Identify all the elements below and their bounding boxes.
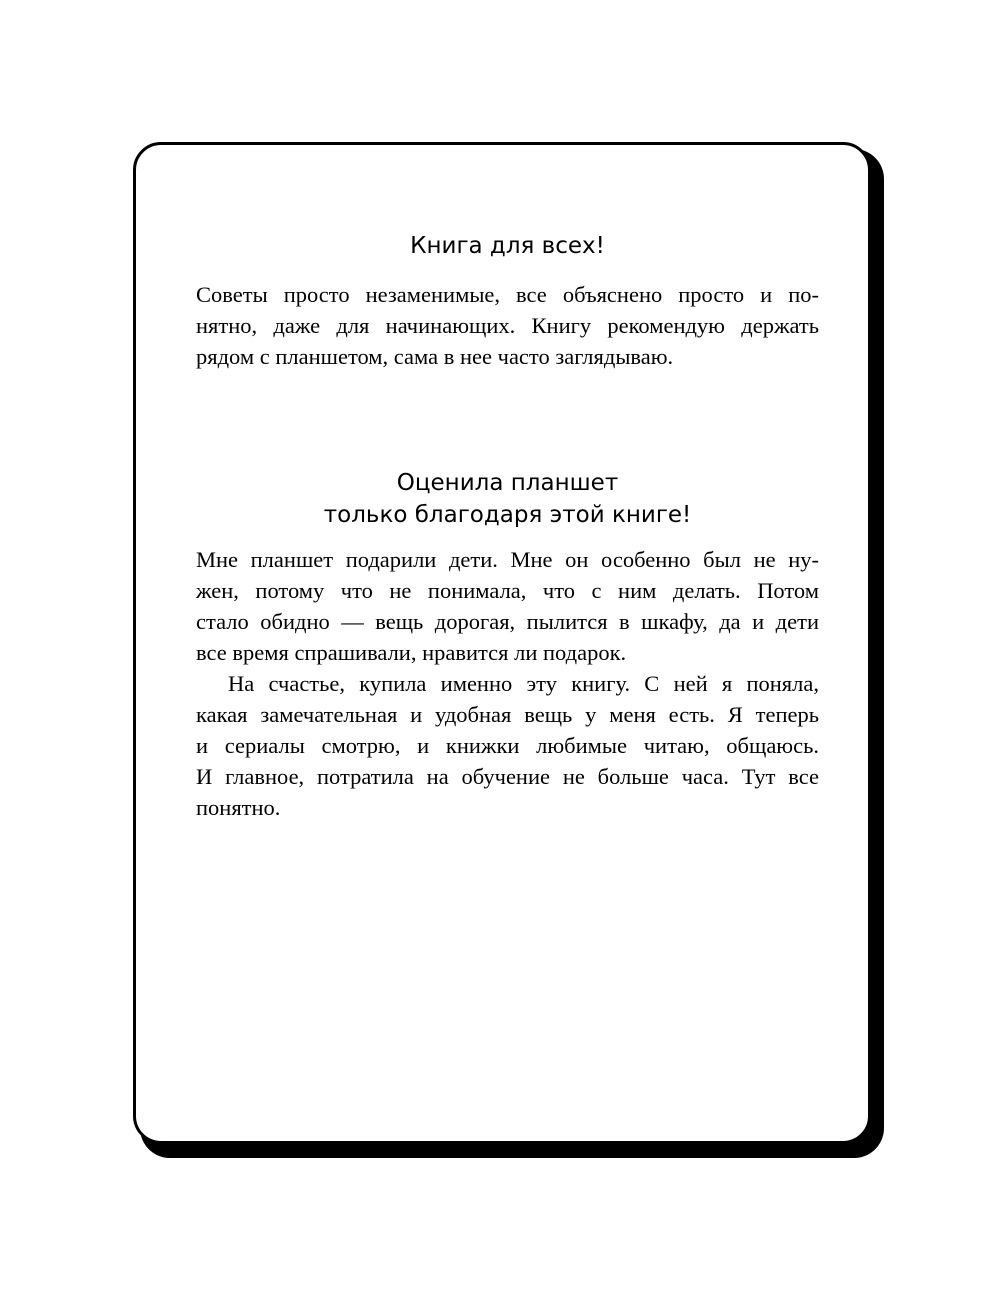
review-2-line: понятно. (196, 795, 281, 820)
review-2-body (196, 544, 819, 823)
review-2-line: стало обидно — вещь дорогая, пылится в шкафу, да и дети (196, 609, 819, 634)
review-2-line: какая замечательная и удобная вещь у меня есть. Я теперь (196, 702, 819, 727)
review-2-line: жен, потому что не понимала, что с ним делать. Потом (196, 578, 819, 603)
review-2-line: На счастье, купила именно эту книгу. С ней я поняла, (228, 671, 819, 696)
review-2-line: И главное, потратила на обучение не больше часа. Тут все (196, 764, 819, 789)
review-1-line: нятно, даже для начинающих. Книгу рекомендую держать (196, 313, 819, 338)
review-1-title (196, 230, 819, 262)
review-1-title-line: Книга для всех! (410, 233, 605, 259)
review-2-line: Мне планшет подарили дети. Мне он особенно был не ну- (196, 547, 819, 572)
reviews-content (196, 220, 819, 823)
review-1 (196, 230, 819, 372)
review-1-body (196, 279, 819, 372)
review-2-title-line: только благодаря этой книге! (323, 502, 692, 528)
review-1-line: рядом с планшетом, сама в нее часто заглядываю. (196, 344, 674, 369)
review-2 (196, 467, 819, 823)
review-2-title (196, 467, 819, 531)
review-2-line: все время спрашивали, нравится ли подарок. (196, 640, 627, 665)
review-2-title-line: Оценила планшет (396, 470, 619, 496)
review-2-paragraph-1 (196, 544, 819, 668)
review-1-line: Советы просто незаменимые, все объяснено просто и по- (196, 282, 819, 307)
review-2-line: и сериалы смотрю, и книжки любимые читаю, общаюсь. (196, 733, 819, 758)
review-2-paragraph-2 (196, 668, 819, 823)
